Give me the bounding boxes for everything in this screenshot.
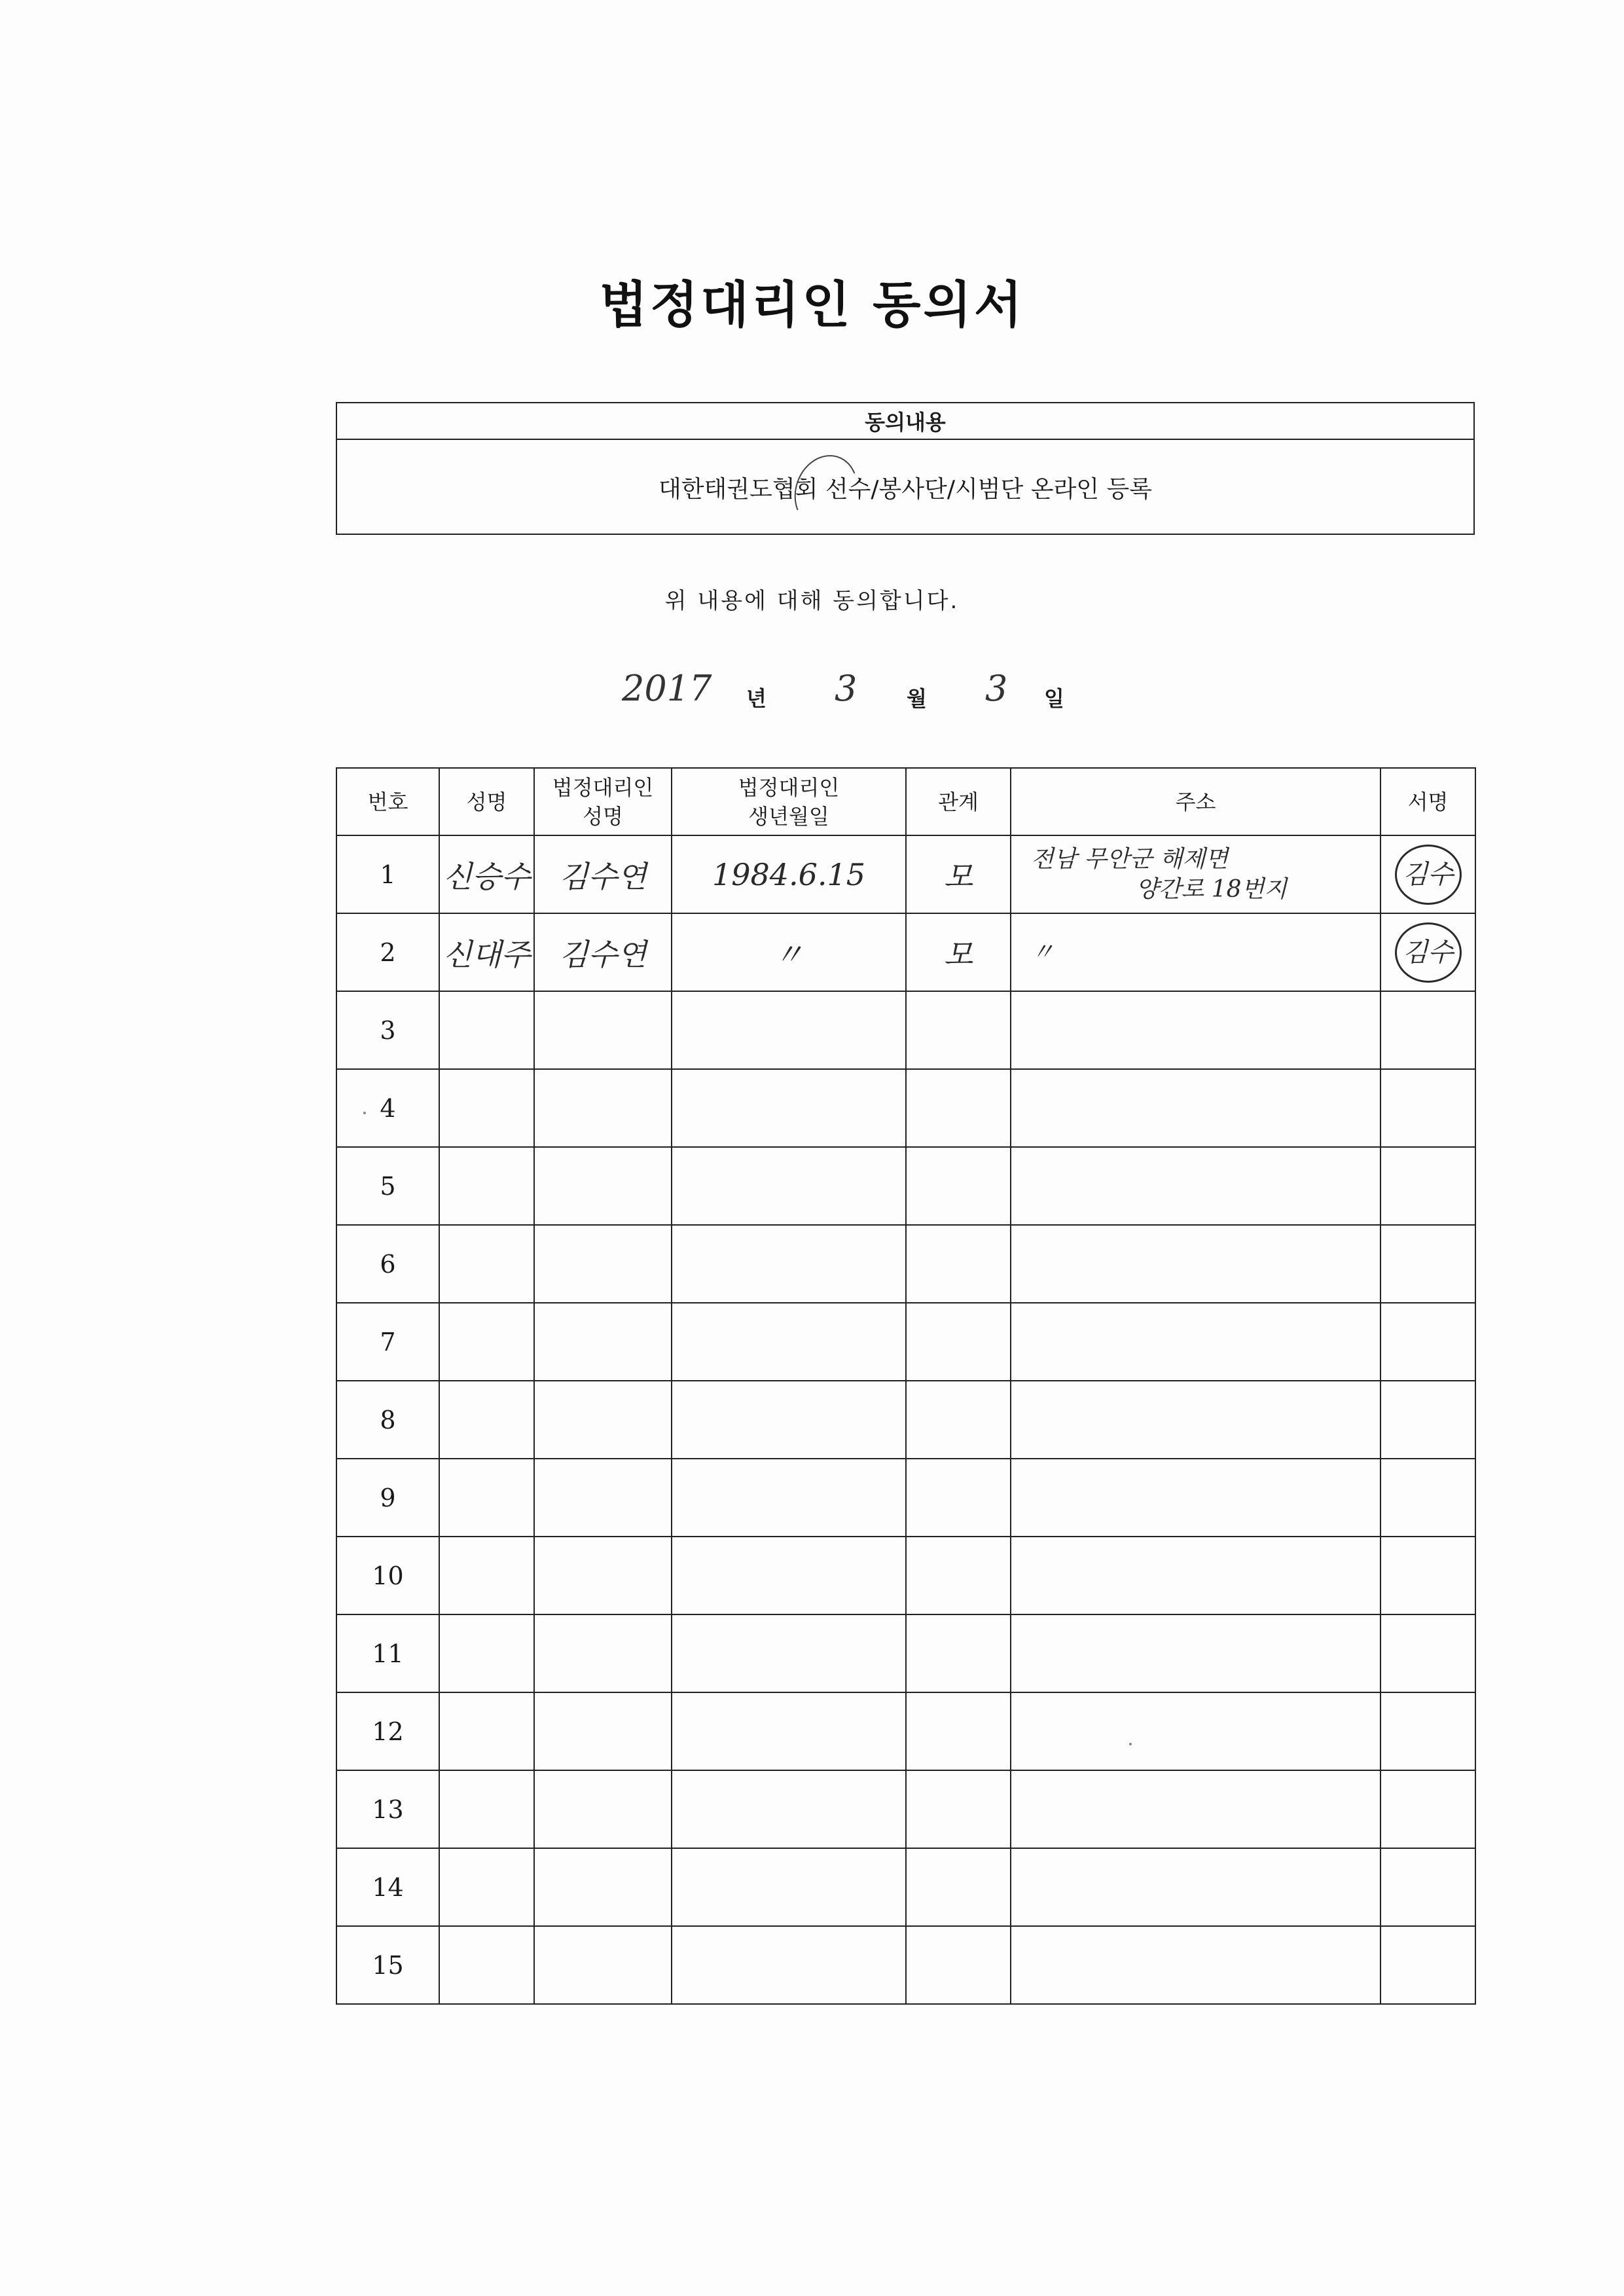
cell-signature: [1380, 1225, 1475, 1303]
table-row: [336, 1147, 1475, 1225]
cell-guardian-name: [534, 1926, 672, 2004]
cell-name: [439, 1303, 534, 1381]
cell-address: [1011, 1770, 1380, 1848]
table-row: [336, 1692, 1475, 1770]
cell-address: [1011, 1692, 1380, 1770]
cell-guardian-name-value: 김수연: [559, 858, 647, 894]
cell-relation-value: 모: [943, 858, 973, 894]
cell-no: 1: [336, 835, 439, 913]
cell-no: 12: [336, 1692, 439, 1770]
guardian-table: [336, 767, 1476, 2005]
cell-guardian-birth: [672, 1537, 906, 1614]
cell-name: [439, 1225, 534, 1303]
cell-guardian-birth: [672, 1770, 906, 1848]
table-row: [336, 991, 1475, 1069]
cell-signature: [1380, 1848, 1475, 1926]
cell-guardian-birth: [672, 991, 906, 1069]
hand-drawn-circle-mark: [784, 446, 867, 537]
cell-relation: [906, 1381, 1011, 1459]
cell-signature: [1380, 1381, 1475, 1459]
cell-no: 4: [336, 1069, 439, 1147]
cell-name: [439, 835, 534, 913]
header-signature: 서명: [1380, 768, 1475, 835]
cell-no: 8: [336, 1381, 439, 1459]
cell-relation: [906, 1926, 1011, 2004]
cell-address: [1011, 1926, 1380, 2004]
date-day-handwritten: 3: [985, 668, 1008, 709]
cell-signature: [1380, 1459, 1475, 1537]
cell-guardian-birth: [672, 1303, 906, 1381]
cell-signature: [1380, 913, 1475, 991]
cell-signature: [1380, 1147, 1475, 1225]
cell-name: [439, 1147, 534, 1225]
cell-signature: [1380, 1926, 1475, 2004]
cell-no: 13: [336, 1770, 439, 1848]
cell-signature: [1380, 1770, 1475, 1848]
header-relation: 관계: [906, 768, 1011, 835]
cell-name: [439, 1926, 534, 2004]
consent-header: 동의내용: [337, 403, 1473, 440]
cell-signature: [1380, 1069, 1475, 1147]
cell-signature: [1380, 835, 1475, 913]
cell-address: [1011, 991, 1380, 1069]
cell-no: 10: [336, 1537, 439, 1614]
cell-guardian-name: [534, 1614, 672, 1692]
cell-address: [1011, 1614, 1380, 1692]
table-row: [336, 1537, 1475, 1614]
address-handwritten: [1011, 845, 1380, 905]
cell-name: [439, 991, 534, 1069]
cell-name-value: 신승수: [442, 858, 531, 894]
address-line1: 전남 무안군 해제면: [1031, 845, 1229, 873]
cell-no: 5: [336, 1147, 439, 1225]
address-handwritten: [1011, 938, 1380, 968]
table-row: [336, 835, 1475, 913]
cell-no: 14: [336, 1848, 439, 1926]
table-row: [336, 1069, 1475, 1147]
header-no: 번호: [336, 768, 439, 835]
cell-signature: [1380, 1692, 1475, 1770]
cell-relation: [906, 1459, 1011, 1537]
cell-guardian-name: [534, 913, 672, 991]
date-year-handwritten: 2017: [622, 668, 712, 709]
table-row: [336, 1225, 1475, 1303]
cell-guardian-birth-value: 〃: [774, 936, 804, 972]
cell-name: [439, 1770, 534, 1848]
signature-mark: 김수: [1395, 845, 1462, 905]
address-line2: 양간로 18번지: [1136, 875, 1288, 903]
cell-address: [1011, 1537, 1380, 1614]
cell-relation: [906, 1225, 1011, 1303]
document-title: 법정대리인 동의서: [599, 276, 1025, 334]
cell-name: [439, 1069, 534, 1147]
cell-guardian-name: [534, 1770, 672, 1848]
header-address: 주소: [1011, 768, 1380, 835]
cell-relation: [906, 991, 1011, 1069]
table-row: [336, 1303, 1475, 1381]
cell-guardian-birth: [672, 913, 906, 991]
cell-no: 11: [336, 1614, 439, 1692]
date-day-unit: 일: [1044, 686, 1064, 711]
cell-address: [1011, 1381, 1380, 1459]
cell-guardian-birth: [672, 1848, 906, 1926]
cell-guardian-birth: [672, 1225, 906, 1303]
table-row: [336, 1926, 1475, 2004]
cell-guardian-name: [534, 1459, 672, 1537]
consent-box: [336, 402, 1475, 535]
scan-speck: [1129, 1743, 1132, 1745]
cell-signature: [1380, 1614, 1475, 1692]
cell-guardian-birth: [672, 1069, 906, 1147]
cell-guardian-name: [534, 1303, 672, 1381]
cell-name: [439, 1459, 534, 1537]
cell-guardian-birth: [672, 1926, 906, 2004]
agree-statement: 위 내용에 대해 동의합니다.: [664, 588, 960, 614]
table-row: [336, 1848, 1475, 1926]
cell-guardian-name: [534, 1848, 672, 1926]
cell-address: [1011, 1459, 1380, 1537]
date-month-handwritten: 3: [835, 668, 857, 709]
cell-guardian-birth: [672, 1692, 906, 1770]
cell-guardian-name: [534, 1225, 672, 1303]
cell-guardian-name: [534, 835, 672, 913]
date-line: [0, 668, 1624, 720]
cell-name: [439, 1692, 534, 1770]
cell-relation: [906, 1692, 1011, 1770]
cell-signature: [1380, 991, 1475, 1069]
cell-guardian-birth: [672, 835, 906, 913]
table-row: [336, 1770, 1475, 1848]
cell-address: [1011, 1303, 1380, 1381]
cell-relation: [906, 1303, 1011, 1381]
cell-no: 2: [336, 913, 439, 991]
cell-guardian-birth-value: 1984.6.15: [712, 856, 866, 892]
cell-no: 6: [336, 1225, 439, 1303]
cell-relation: [906, 1770, 1011, 1848]
header-guardian-name: 법정대리인 성명: [534, 768, 672, 835]
cell-address: [1011, 1069, 1380, 1147]
cell-name: [439, 1614, 534, 1692]
cell-relation: [906, 913, 1011, 991]
date-month-unit: 월: [907, 686, 927, 711]
table-row: [336, 1381, 1475, 1459]
header-name: 성명: [439, 768, 534, 835]
table-row: [336, 1459, 1475, 1537]
cell-guardian-name-value: 김수연: [559, 936, 647, 972]
cell-guardian-name: [534, 991, 672, 1069]
cell-no: 7: [336, 1303, 439, 1381]
cell-guardian-name: [534, 1147, 672, 1225]
consent-body: [337, 440, 1473, 535]
scan-speck: [363, 1112, 366, 1114]
cell-address: [1011, 1225, 1380, 1303]
cell-address: [1011, 835, 1380, 913]
cell-name: [439, 1381, 534, 1459]
table-row: [336, 1614, 1475, 1692]
cell-name: [439, 1848, 534, 1926]
cell-relation: [906, 1848, 1011, 1926]
cell-name-value: 신대주: [442, 936, 531, 972]
cell-guardian-name: [534, 1692, 672, 1770]
cell-relation: [906, 1147, 1011, 1225]
table-row: [336, 913, 1475, 991]
cell-no: 15: [336, 1926, 439, 2004]
address-line1: 〃: [1031, 938, 1055, 966]
cell-address: [1011, 913, 1380, 991]
date-year-unit: 년: [746, 686, 767, 711]
table-header-row: [336, 768, 1475, 835]
cell-guardian-name: [534, 1069, 672, 1147]
cell-relation: [906, 1069, 1011, 1147]
consent-text: 대한태권도협회 선수/봉사단/시범단 온라인 등록: [658, 476, 1153, 503]
cell-signature: [1380, 1537, 1475, 1614]
cell-relation: [906, 1537, 1011, 1614]
signature-mark: 김수: [1395, 922, 1462, 983]
cell-guardian-name: [534, 1381, 672, 1459]
cell-name: [439, 913, 534, 991]
cell-relation-value: 모: [943, 936, 973, 972]
cell-guardian-birth: [672, 1614, 906, 1692]
cell-relation: [906, 835, 1011, 913]
cell-address: [1011, 1848, 1380, 1926]
cell-name: [439, 1537, 534, 1614]
cell-address: [1011, 1147, 1380, 1225]
cell-guardian-birth: [672, 1147, 906, 1225]
cell-guardian-name: [534, 1537, 672, 1614]
cell-guardian-birth: [672, 1459, 906, 1537]
cell-guardian-birth: [672, 1381, 906, 1459]
cell-signature: [1380, 1303, 1475, 1381]
cell-no: 3: [336, 991, 439, 1069]
cell-relation: [906, 1614, 1011, 1692]
cell-no: 9: [336, 1459, 439, 1537]
header-guardian-birth: 법정대리인 생년월일: [672, 768, 906, 835]
